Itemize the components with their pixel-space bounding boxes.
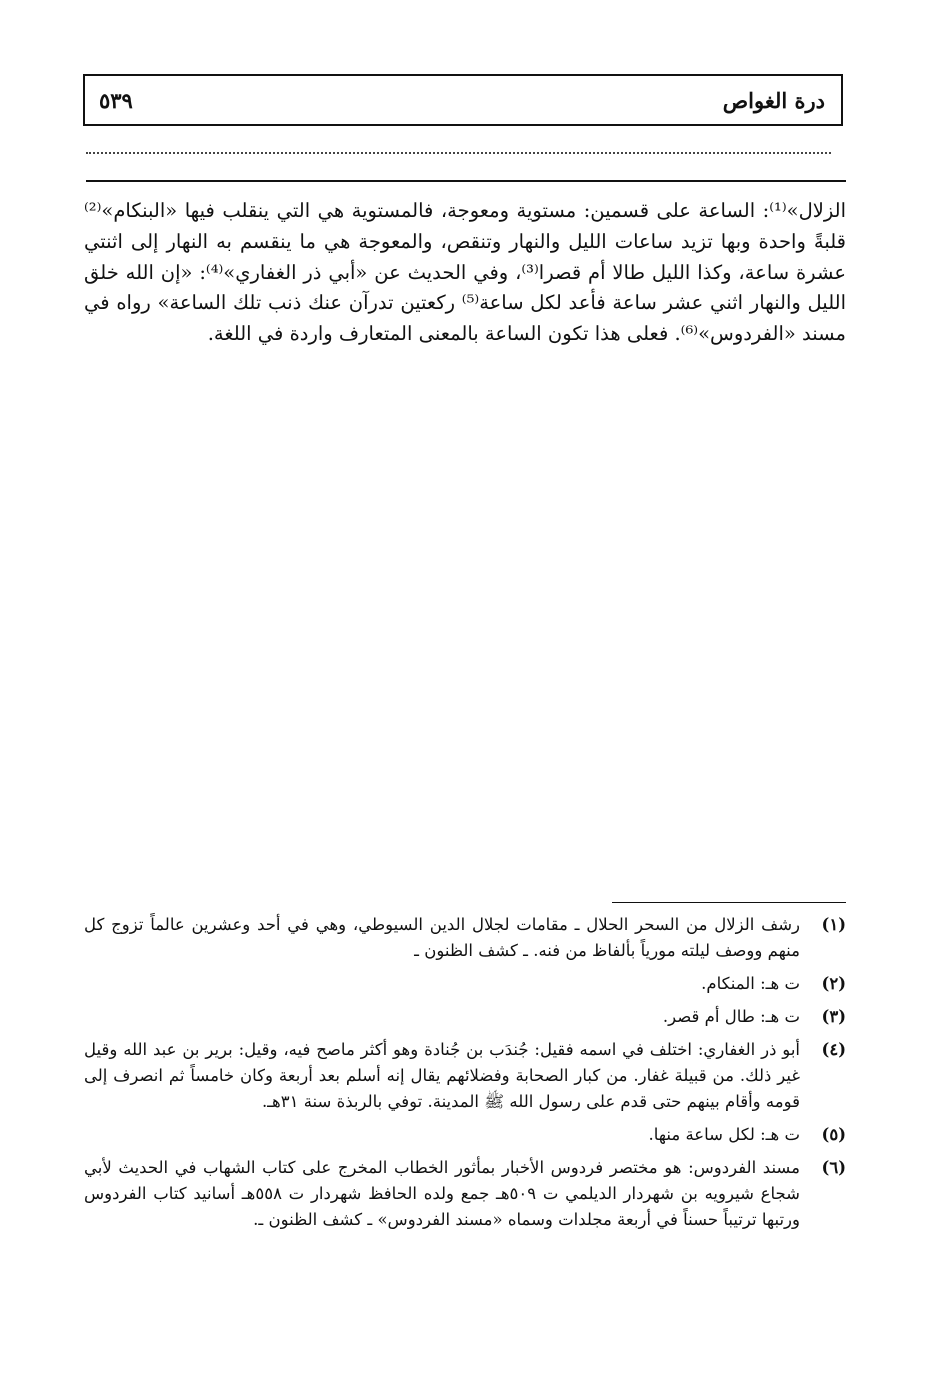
main-text	[84, 196, 846, 350]
footnote-number: (١)	[821, 915, 846, 934]
footnote-text: مسند الفردوس: هو مختصر فردوس الأخبار بمأثور الخطاب المخرج على كتاب الشهاب في الحديث لأبي شجاع شيرويه بن شهردار الديلمي ت ٥٠٩هـ جمع ولده الحافظ شهردار ت ٥٥٨هـ أسانيد كتاب الفردوس ورتبها ترتيباً حسناً في أربعة مجلدات وسماه «مسند الفردوس» ـ كشف الظنون ـ.	[84, 1158, 800, 1229]
footnote-text: أبو ذر الغفاري: اختلف في اسمه فقيل: جُندَب بن جُنادة وهو أكثر ماصح فيه، وقيل: برير بن عبد الله وقيل غير ذلك. من قبيلة غفار. من كبار الصحابة وفضلائهم يقال إنه أسلم بعد أربعة وكان خامساً ثم انصرف إلى قومه وأقام بينهم حتى قدم على رسول الله ﷺ المدينة. توفي بالربذة سنة ٣١هـ.	[84, 1040, 800, 1111]
footnote-separator	[612, 902, 846, 903]
footnotes	[84, 912, 846, 1240]
footnote-number: (٤)	[821, 1040, 846, 1059]
body-paragraph: الزلال»⁽¹⁾: الساعة على قسمين: مستوية ومعوجة، فالمستوية هي التي ينقلب فيها «البنكام»⁽²⁾ قلبةً واحدة وبها تزيد ساعات الليل والنهار وتنقص، والمعوجة هي ما ينقسم به النهار إلى اثنتي عشرة ساعة، وكذا الليل طالا أم قصرا⁽³⁾، وفي الحديث عن «أبي ذر الغفاري»⁽⁴⁾: «إن الله خلق الليل والنهار اثني عشر ساعة فأعد لكل ساعة⁽⁵⁾ ركعتين تدرآن عنك ذنب تلك الساعة» رواه في مسند «الفردوس»⁽⁶⁾. فعلى هذا تكون الساعة بالمعنى المتعارف واردة في اللغة.	[84, 199, 847, 346]
footnote-text: ت هـ: طال أم قصر.	[662, 1007, 800, 1026]
footnote-number: (٣)	[821, 1007, 846, 1026]
header-title: درة الغواص	[722, 88, 825, 113]
page-number: ٥٣٩	[99, 88, 133, 113]
footnote-3	[84, 1004, 846, 1030]
footnote-1	[84, 912, 846, 964]
footnote-4	[84, 1037, 846, 1115]
footnote-6	[84, 1155, 846, 1233]
section-rule	[86, 180, 846, 182]
footnote-text: رشف الزلال من السحر الحلال ـ مقامات لجلال الدين السيوطي، وهي في أحد وعشرين عالماً تزوج كل منهم ووصف ليلته مورياً بألفاظ من فنه. ـ كشف الظنون ـ	[84, 915, 800, 960]
footnote-text: ت هـ: المنكام.	[701, 974, 800, 993]
footnote-number: (٢)	[821, 974, 846, 993]
running-header	[83, 74, 843, 126]
footnote-2	[84, 971, 846, 997]
footnote-number: (٥)	[821, 1125, 846, 1144]
footnote-text: ت هـ: لكل ساعة منها.	[648, 1125, 800, 1144]
footnote-5	[84, 1122, 846, 1148]
dotted-separator	[86, 152, 831, 154]
footnote-number: (٦)	[821, 1158, 846, 1177]
